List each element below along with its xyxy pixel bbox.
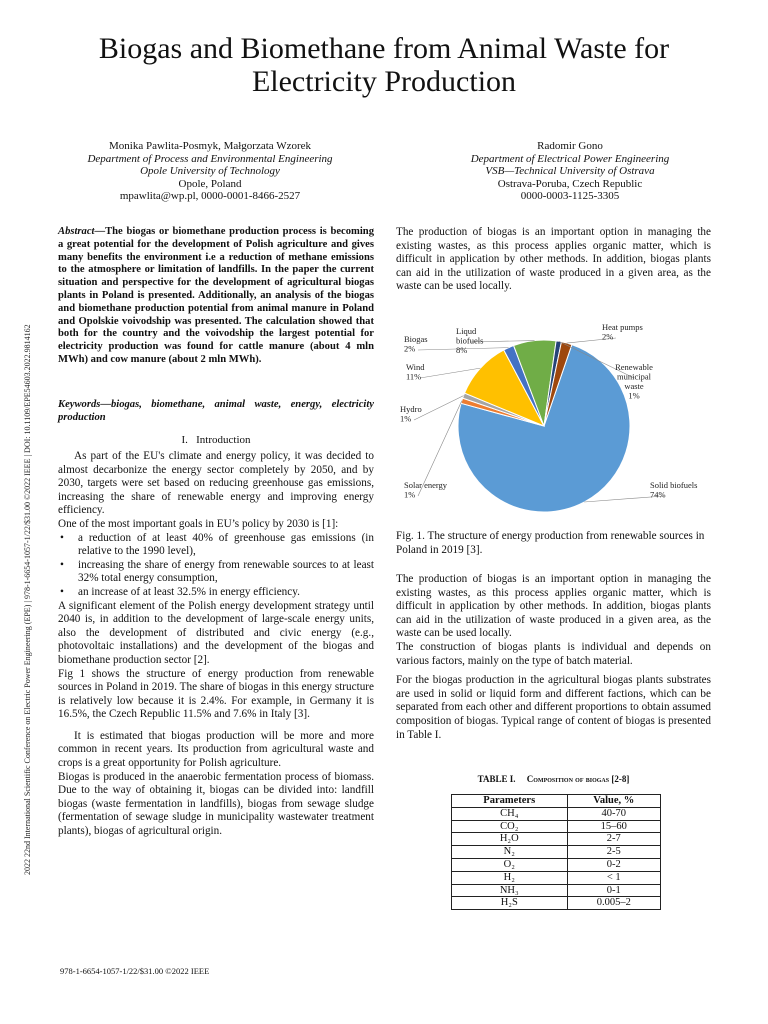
- paragraph: Fig 1 shows the structure of energy production from renewable sources in Poland in 2019. The share of biogas in this energy structure is relatively low because it is 2.4%. For example, in Germany it is 16.5%, the Czech Republic 11.5% and 7.6% in Italy [3].: [58, 667, 374, 721]
- pie-label: Heat pumps 2%: [602, 322, 643, 342]
- table-cell: 2-7: [567, 833, 661, 846]
- table-title: [396, 774, 711, 784]
- paragraph: The construction of biogas plants is individual and depends on various factors, mainly on the type of batch material.: [396, 640, 711, 667]
- table-cell: 0.005–2: [567, 897, 661, 910]
- goals-list: [58, 532, 374, 600]
- list-item: • increasing the share of energy from renewable sources to at least 32% total energy consumption,: [58, 559, 374, 586]
- table-row: [452, 807, 661, 820]
- author-city: Ostrava-Poruba, Czech Republic: [497, 177, 643, 190]
- table-cell: CH₄: [452, 807, 568, 820]
- pie-label: Liqud biofuels 8%: [456, 326, 484, 355]
- author-contact: mpawlita@wp.pl, 0000-0001-8466-2527: [119, 190, 301, 202]
- pie-label: Solar energy 1%: [404, 480, 448, 500]
- figure-caption: Fig. 1. The structure of energy production from renewable sources in Poland in 2019 [3].: [396, 530, 705, 556]
- table-cell: 40-70: [567, 807, 661, 820]
- table-caption: Composition of biogas [2-8]: [526, 774, 630, 784]
- table-cell: H₂: [452, 871, 568, 884]
- abstract-lead: Abstract: [58, 226, 95, 237]
- author-contact: 0000-0003-1125-3305: [520, 190, 620, 202]
- table-cell: NH₃: [452, 884, 568, 897]
- author-university: VSB—Technical University of Ostrava: [485, 165, 655, 177]
- author-department: Department of Process and Environmental Engineering: [87, 152, 333, 165]
- paragraph: A significant element of the Polish energy development strategy until 2040 is, in addition to the development of large-scale energy units, also the development of distributed and civic energy (e.g., photovoltaic installations) and the development of the biogas and biomethane production sector [2].: [58, 599, 374, 666]
- section-title: Introduction: [196, 434, 251, 446]
- table-row: [452, 858, 661, 871]
- paragraph: As part of the EU's climate and energy policy, it was decided to almost decarbonize the energy sector completely by 2050, and by 2030, targets were set based on reducing greenhouse gas emissions, increasing the share of renewable energy and improving energy efficiency.: [58, 450, 374, 517]
- table-header-row: [452, 795, 661, 808]
- table-row: [452, 846, 661, 859]
- table-cell: 2-5: [567, 846, 661, 859]
- table-row: [452, 833, 661, 846]
- left-column-body: [58, 450, 374, 839]
- composition-table: [451, 794, 661, 910]
- side-citation-text: 2022 22nd International Scientific Conference on Electric Power Engineering (EPE) | 978-1-6654-1057-1/22/$31.00 ©2022 IEEE | DOI: 10.1109/EPE54603.2022.9814162: [23, 324, 32, 875]
- pie-label: Hydro 1%: [400, 404, 422, 424]
- author-city: Opole, Poland: [178, 177, 242, 190]
- author-names: Monika Pawlita-Posmyk, Małgorzata Wzorek: [108, 140, 312, 152]
- paragraph: Biogas is produced in the anaerobic fermentation process of biomass. Due to the way of obtaining it, biogas can be divided into: landfill biogas (waste fermentation in landfills), biogas from sewage sludge (fermentation of sewage sludge in municipality wastewater treatment plants), biogas of agricultural origin.: [58, 770, 374, 838]
- table-cell: 0-2: [567, 858, 661, 871]
- author-department: Department of Electrical Power Engineering: [470, 152, 670, 165]
- paragraph: One of the most important goals in EU’s policy by 2030 is [1]:: [58, 517, 339, 530]
- table-cell: H₂S: [452, 897, 568, 910]
- pie-label: Wind 11%: [406, 362, 425, 382]
- footer-copyright: 978-1-6654-1057-1/22/$31.00 ©2022 IEEE: [60, 966, 210, 976]
- section-number: I.: [181, 434, 188, 446]
- author-university: Opole University of Technology: [140, 165, 280, 177]
- table-cell: < 1: [567, 871, 661, 884]
- pie-label: Solid biofuels 74%: [650, 480, 698, 500]
- pie-label: Biogas 2%: [404, 334, 428, 354]
- table-cell: 0-1: [567, 884, 661, 897]
- pie-chart-svg: [396, 318, 716, 518]
- right-intro-paragraph: The production of biogas is an important option in managing the existing wastes, as this process applies organic matter, which is difficult in application by other methods. In addition, biogas plants can aid in the utilization of waste produced in a given area, as the waste can be used locally.: [396, 226, 711, 293]
- list-item: • a reduction of at least 40% of greenhouse gas emissions (in relative to the 1990 level),: [58, 532, 374, 559]
- table-label: TABLE I.: [477, 774, 516, 784]
- paper-title: Biogas and Biomethane from Animal Waste for Electricity Production: [98, 32, 670, 98]
- table-cell: 15–60: [567, 820, 661, 833]
- right-column-body: [396, 573, 711, 742]
- abstract-text: —The biogas or biomethane production process is becoming a great potential for the development of Polish agriculture and gives many benefits the environment i.e a reduction of methane emissions to the atmosphere or limitation of landfills. In the paper the current situation and perspective for the development of agricultural biogas plants in Poland is presented. Additionally, an analysis of the biogas and biomethane production potential from animal manure in Poland and Opolskie voivodship was presented. The calculation showed that both for the country and the voivodship the largest potential for electricity production was found for cattle manure (about 4 mln MWh) and cow manure (about 2 mln MWh).: [58, 226, 374, 365]
- section-heading: [58, 434, 374, 446]
- keywords: Keywords—biogas, biomethane, animal waste, energy, electricity production: [58, 399, 374, 423]
- paragraph: For the biogas production in the agricultural biogas plants substrates are used in solid or liquid form and different factions, which can be separated from each other and different proportions to obtain assumed composition of biogas. Typical range of content of biogas is presented in Table I.: [396, 674, 711, 741]
- author-names: Radomir Gono: [537, 140, 603, 152]
- table-cell: O₂: [452, 858, 568, 871]
- paragraph: It is estimated that biogas production will be more and more common in recent years. Its production from agricultural waste and crops is a great opportunity for Polish agriculture.: [58, 729, 374, 770]
- pie-leader-line: [420, 368, 480, 378]
- list-item: • an increase of at least 32.5% in energy efficiency.: [58, 586, 374, 600]
- table-cell: N₂: [452, 846, 568, 859]
- pie-label: Renewable municipal waste 1%: [615, 362, 653, 401]
- table-row: [452, 897, 661, 910]
- table-row: [452, 820, 661, 833]
- paragraph: The production of biogas is an important option in managing the existing wastes, as this process applies organic matter, which is difficult in application by other methods. In addition, biogas plants can aid in the utilization of waste produced in a given area, as the waste can be used locally.: [396, 573, 711, 640]
- pie-chart: [396, 318, 716, 518]
- table-row: [452, 871, 661, 884]
- author-block-1: [60, 140, 360, 203]
- abstract: [58, 226, 374, 367]
- table-row: [452, 884, 661, 897]
- author-block-2: [430, 140, 710, 203]
- table-header: Parameters: [452, 795, 568, 808]
- table-header: Value, %: [567, 795, 661, 808]
- table-cell: H₂O: [452, 833, 568, 846]
- table-cell: CO₂: [452, 820, 568, 833]
